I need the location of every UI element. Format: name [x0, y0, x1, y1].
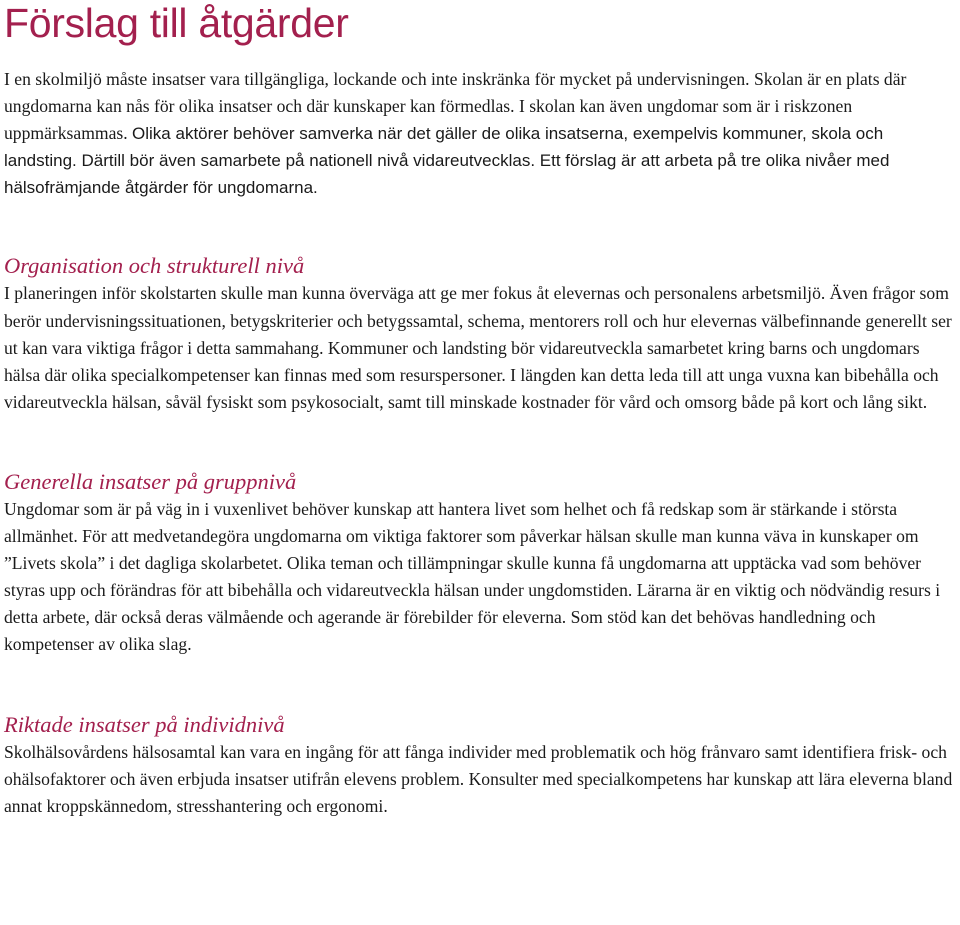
- section-riktade-insatser: [4, 711, 956, 820]
- section-heading: Generella insatser på gruppnivå: [4, 468, 297, 494]
- section-paragraph: I planeringen inför skolstarten skulle man kunna överväga att ge mer fokus åt elevernas och personalens arbetsmiljö. Även frågor som berör undervisningssituationen, betygskriterier och betygssamtal, schema, mentorers roll och hur elevernas välbefinnande generellt ser ut kan vara viktiga frågor i detta sammahang. Kommuner och landsting bör vidareutveckla samarbetet kring barns och ungdomars hälsa där olika specialkompetenser kan finnas med som resurspersoner. I längden kan detta leda till att unga vuxna kan bibehålla och vidareutveckla hälsan, såväl fysiskt som psykosocialt, samt till minskade kostnader för vård och omsorg både på kort och lång sikt.: [4, 283, 952, 412]
- intro-text-sans: Olika aktörer behöver samverka när det gäller de olika insatserna, exempelvis kommuner, skola och landsting. Därtill bör även samarbete på nationell nivå vidareutvecklas. Ett förslag är att arbeta på tre olika nivåer med hälsofrämjande åtgärder för ungdomarna.: [4, 124, 890, 198]
- section-generella-insatser: [4, 468, 956, 659]
- intro-paragraph: [4, 66, 956, 201]
- intro-text-serif: I en skolmiljö måste insatser vara tillgängliga, lockande och inte inskränka för mycket på undervisningen. Skolan är en plats där ungdomarna kan nås för olika insatser och där kunskaper kan förmedlas. I skolan kan även ungdomar som är i riskzonen uppmärksammas.: [4, 69, 907, 144]
- section-heading: Riktade insatser på individnivå: [4, 711, 285, 737]
- page-title: Förslag till åtgärder: [4, 0, 349, 46]
- section-paragraph: Skolhälsovårdens hälsosamtal kan vara en ingång för att fånga individer med problematik och hög frånvaro samt identifiera frisk- och ohälsofaktorer och även erbjuda insatser utifrån elevens problem. Konsulter med specialkompetens har kunskap att lära eleverna bland annat kroppskännedom, stresshantering och ergonomi.: [4, 741, 953, 816]
- section-heading: Organisation och strukturell nivå: [4, 253, 305, 279]
- section-organisation: [4, 252, 956, 415]
- section-paragraph: Ungdomar som är på väg in i vuxenlivet behöver kunskap att hantera livet som helhet och få redskap som är stärkande i största allmänhet. För att medvetandegöra ungdomarna om viktiga faktorer som påverkar hälsan skulle man kunna väva in kunskaper om ”Livets skola” i det dagliga skolarbetet. Olika teman och tillämpningar skulle kunna få ungdomarna att upptäcka vad som behöver styras upp och förändras för att bibehålla och vidareutveckla hälsan under ungdomstiden. Lärarna är en viktig och nödvändig resurs i detta arbete, där också deras välmående och agerande är förebilder för eleverna. Som stöd kan det behövas handledning och kompetenser av olika slag.: [4, 498, 941, 655]
